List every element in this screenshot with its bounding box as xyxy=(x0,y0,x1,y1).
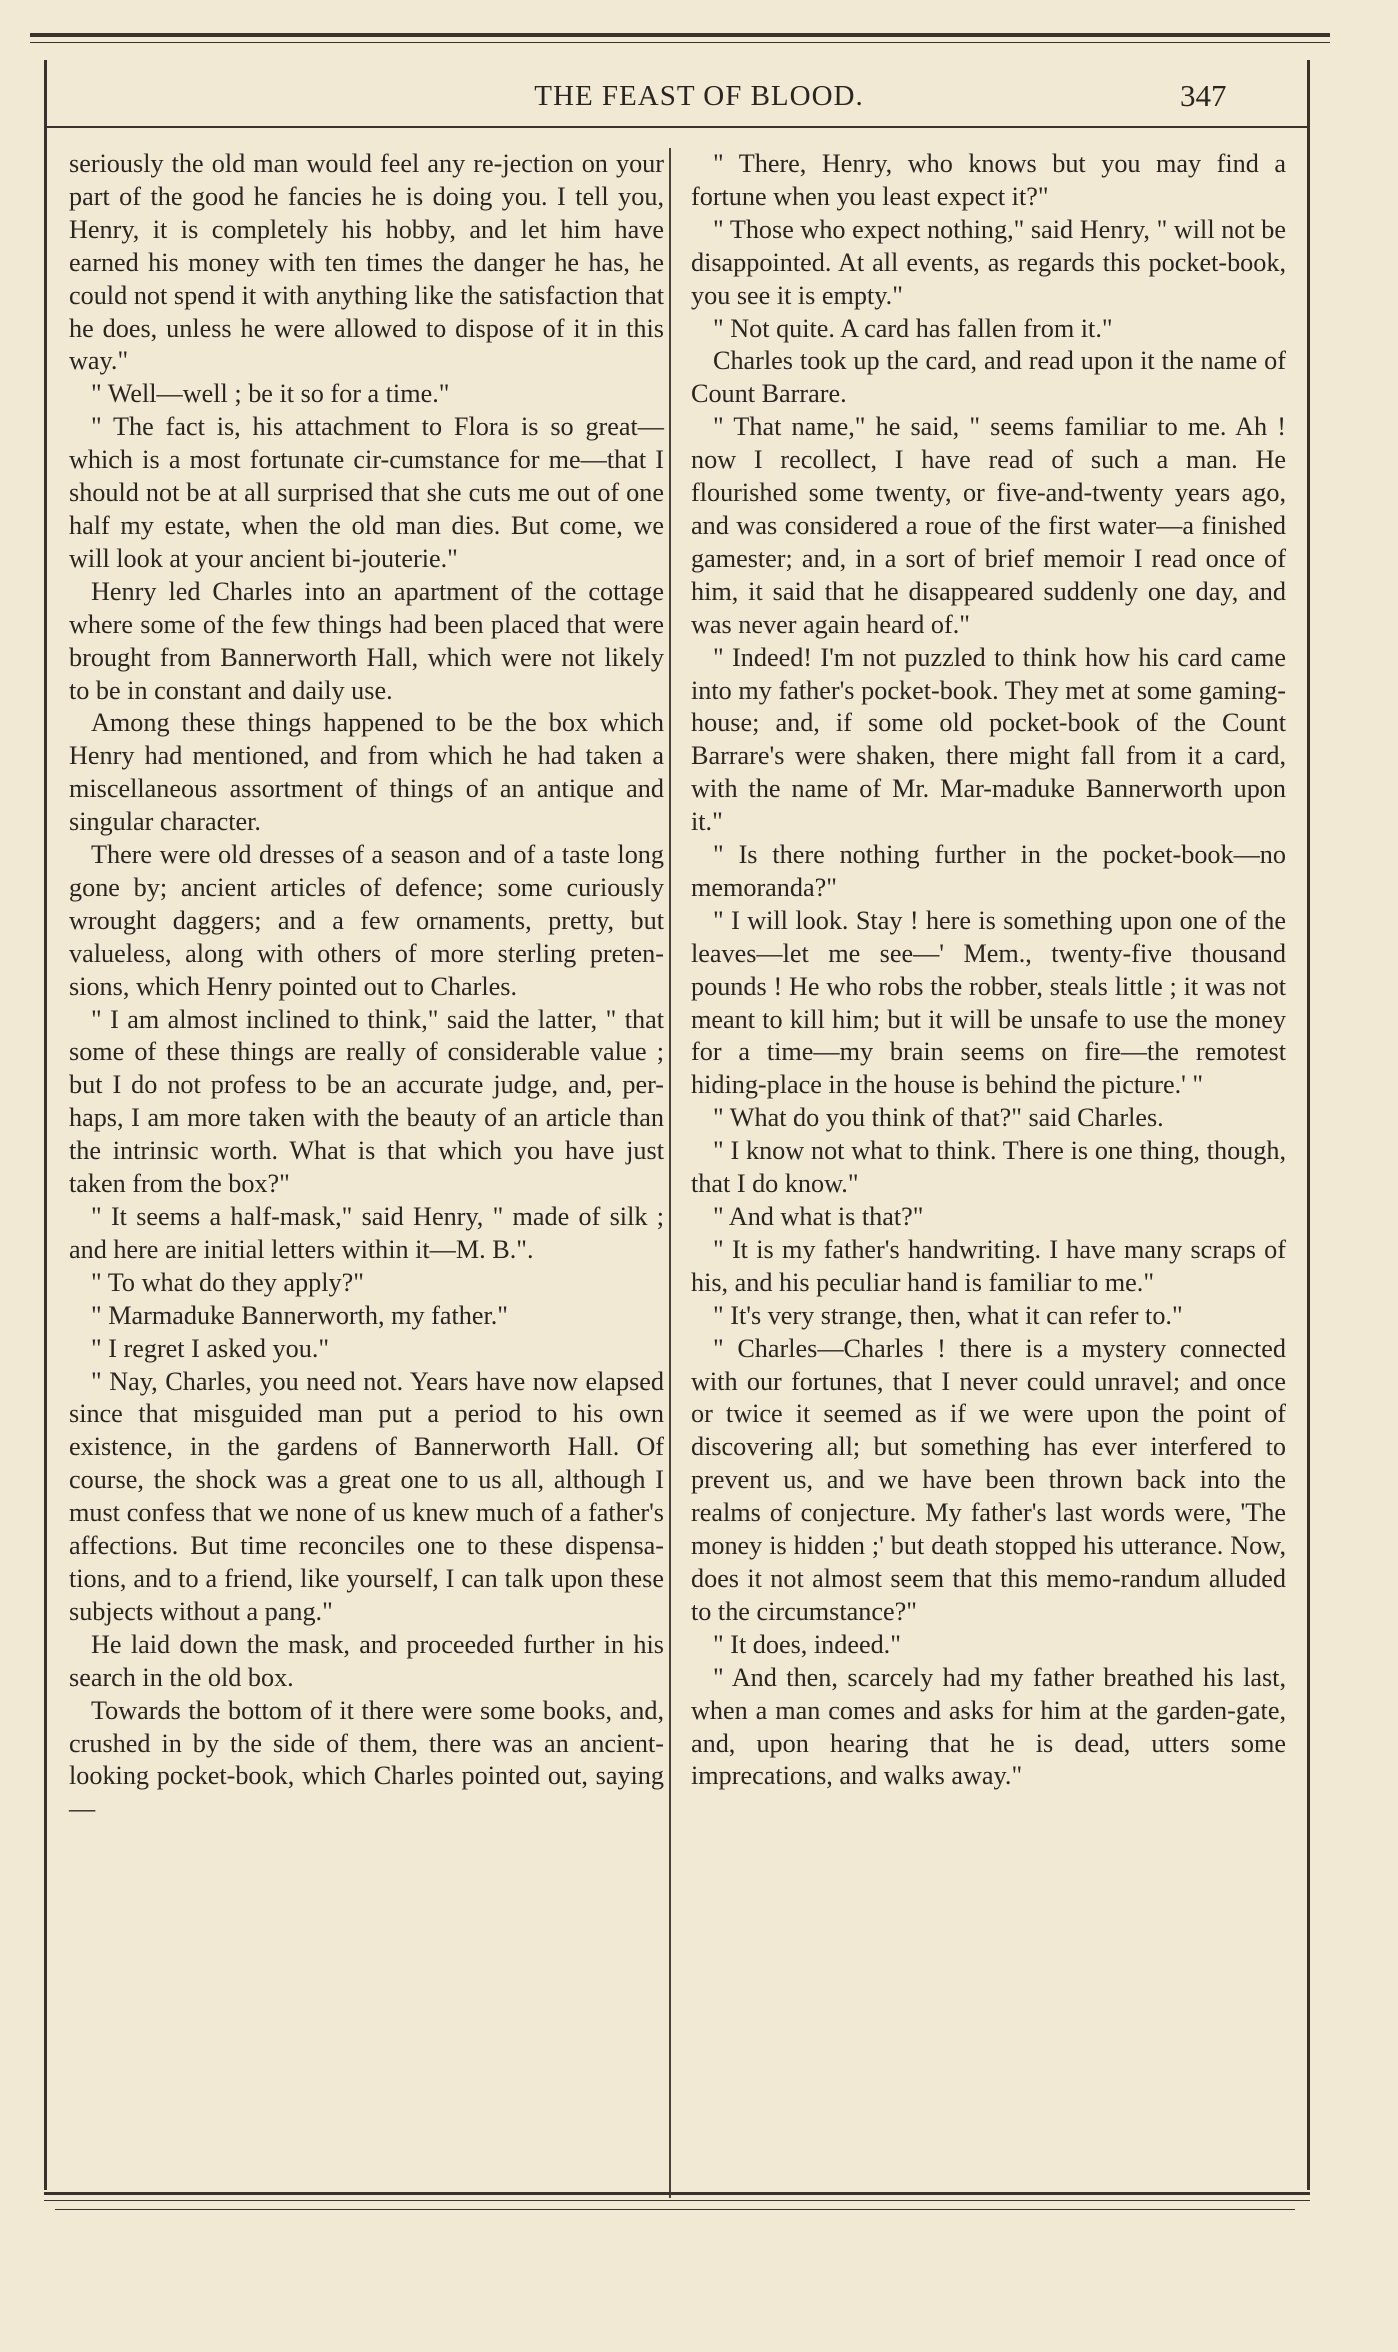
bottom-rule-thin-2 xyxy=(55,2209,1295,2210)
paragraph: " It seems a half-mask," said Henry, " made of silk ; and here are initial letters within it—M. B.". xyxy=(69,1202,664,1264)
paragraph: Charles took up the card, and read upon it the name of Count Barrare. xyxy=(691,346,1286,409)
top-rule-thick xyxy=(30,33,1330,37)
frame-right xyxy=(1307,60,1310,2190)
left-column xyxy=(69,148,664,1826)
header-rule xyxy=(46,126,1308,128)
paragraph: " Charles—Charles ! there is a mystery connected with our fortunes, that I never could unravel; and once or twice it seemed as if we were upon the point of discovering all; but something has ever interfered to prevent us, and we have been thrown back into the realms of conjecture. My father's last words were, 'The money is hidden ;' but death stopped his utterance. Now, does it not almost seem that this memo-randum alluded to the circumstance?" xyxy=(691,1333,1286,1626)
paragraph: There were old dresses of a season and of a taste long gone by; ancient articles of defence; some curiously wrought daggers; and a few ornaments, pretty, but valueless, along with others of more sterling preten-sions, which Henry pointed out to Charles. xyxy=(69,840,664,1001)
paragraph: " It is my father's handwriting. I have many scraps of his, and his peculiar hand is familiar to me." xyxy=(691,1234,1286,1297)
paragraph: " It's very strange, then, what it can refer to." xyxy=(713,1300,1183,1330)
paragraph: " It does, indeed." xyxy=(713,1629,901,1659)
paragraph: Among these things happened to be the box which Henry had mentioned, and from which he had taken a miscellaneous assortment of things of an antique and singular character. xyxy=(69,708,664,837)
paragraph: " Marmaduke Bannerworth, my father." xyxy=(91,1300,508,1330)
paragraph: Towards the bottom of it there were some books, and, crushed in by the side of them, there was an ancient-looking pocket-book, which Charles pointed out, saying— xyxy=(69,1695,664,1824)
paragraph: seriously the old man would feel any re-jection on your part of the good he fancies he is doing you. I tell you, Henry, it is completely his hobby, and let him have earned his money with ten times the danger he has, he could not spend it with anything like the satisfaction that he does, unless he were allowed to dispose of it in this way." xyxy=(69,149,664,376)
paragraph: " And what is that?" xyxy=(713,1202,924,1231)
paragraph: He laid down the mask, and proceeded further in his search in the old box. xyxy=(69,1629,664,1692)
paragraph: " And then, scarcely had my father breathed his last, when a man comes and asks for him at the garden-gate, and, upon hearing that he is dead, utters some imprecations, and walks away." xyxy=(691,1662,1286,1791)
paragraph: " To what do they apply?" xyxy=(91,1267,364,1297)
bottom-rule-thin-1 xyxy=(44,2200,1310,2201)
paragraph: " I know not what to think. There is one thing, though, that I do know." xyxy=(691,1136,1286,1199)
paragraph: " I will look. Stay ! here is something upon one of the leaves—let me see—' Mem., twenty-five thousand pounds ! He who robs the robber, steals little ; it was not meant to kill him; but it will be unsafe to use the money for a time—my brain seems on fire—the remotest hiding-place in the house is behind the picture.' " xyxy=(691,905,1286,1100)
paragraph: " I am almost inclined to think," said the latter, " that some of these things are really of considerable value ; but I do not profess to be an accurate judge, and, per-haps, I am more taken with the beauty of an article than the intrinsic worth. What is that which you have just taken from the box?" xyxy=(69,1004,664,1199)
frame-left xyxy=(44,60,47,2190)
paragraph: " Indeed! I'm not puzzled to think how his card came into my father's pocket-book. They met at some gaming-house; and, if some old pocket-book of the Count Barrare's were shaken, there might fall from it a card, with the name of Mr. Mar-maduke Bannerworth upon it." xyxy=(691,642,1286,837)
paragraph: Henry led Charles into an apartment of the cottage where some of the few things had been placed that were brought from Bannerworth Hall, which were not likely to be in constant and daily use. xyxy=(69,576,664,705)
paragraph: " The fact is, his attachment to Flora is so great—which is a most fortunate cir-cumstance for me—that I should not be at all surprised that she cuts me out of one half my estate, when the old man dies. But come, we will look at your ancient bi-jouterie." xyxy=(69,412,664,573)
paragraph: " Those who expect nothing," said Henry, " will not be disappointed. At all events, as regards this pocket-book, you see it is empty." xyxy=(691,214,1286,310)
paragraph: " Is there nothing further in the pocket-book—no memoranda?" xyxy=(691,840,1286,902)
paragraph: " What do you think of that?" said Charles. xyxy=(713,1103,1164,1133)
paragraph: " I regret I asked you." xyxy=(91,1333,330,1363)
column-divider xyxy=(669,148,671,2198)
paragraph: " There, Henry, who knows but you may find a fortune when you least expect it?" xyxy=(691,149,1286,211)
right-column xyxy=(691,148,1286,1793)
top-rule-thin xyxy=(30,42,1330,43)
bottom-rule-thick xyxy=(44,2192,1310,2195)
paragraph: " Not quite. A card has fallen from it." xyxy=(713,313,1113,343)
running-head-title: THE FEAST OF BLOOD. xyxy=(534,80,864,112)
paragraph: " Nay, Charles, you need not. Years have now elapsed since that misguided man put a period to his own existence, in the gardens of Bannerworth Hall. Of course, the shock was a great one to us all, although I must confess that we none of us knew much of a father's affections. But time reconciles one to these dispensa-tions, and to a friend, like yourself, I can talk upon these subjects without a pang." xyxy=(69,1366,664,1626)
paragraph: " Well—well ; be it so for a time." xyxy=(91,379,450,409)
page-number: 347 xyxy=(1180,78,1227,113)
paragraph: " That name," he said, " seems familiar to me. Ah ! now I recollect, I have read of such a man. He flourished some twenty, or five-and-twenty years ago, and was considered a roue of the first water—a finished gamester; and, in a sort of brief memoir I read once of him, it said that he disappeared suddenly one day, and was never again heard of." xyxy=(691,412,1286,639)
